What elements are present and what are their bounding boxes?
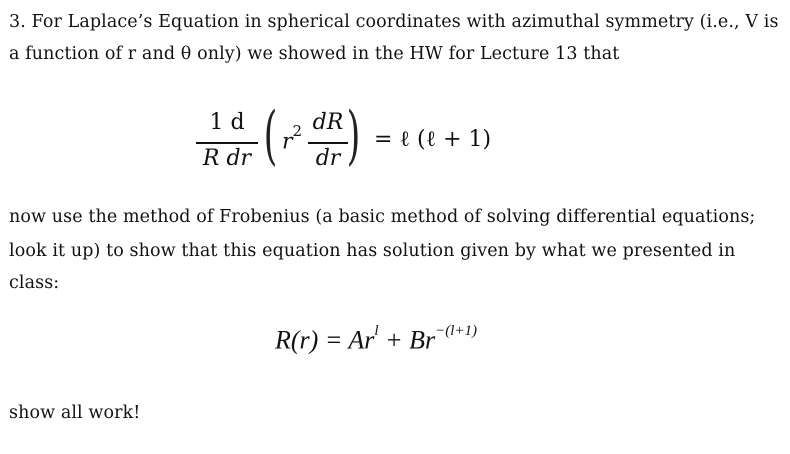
fraction-bar — [196, 142, 258, 144]
problem-text-line-5: class: — [9, 273, 60, 293]
solution-mid: + Br — [378, 325, 436, 355]
laplace-radial-equation — [196, 99, 526, 179]
problem-text-line-3: now use the method of Frobenius (a basic method of solving differential equations; — [9, 207, 756, 227]
problem-text-line-2: a function of r and θ only) we showed in the HW for Lecture 13 that — [9, 44, 620, 64]
fraction-denominator: dr — [315, 146, 341, 171]
fraction-numerator: 1 d — [209, 110, 245, 135]
problem-text-line-4: look it up) to show that this equation has solution given by what we presented in — [9, 241, 736, 261]
fraction-dr-dr — [308, 109, 348, 179]
solution-equation — [275, 320, 477, 356]
problem-text-line-1: 3. For Laplace’s Equation in spherical coordinates with azimuthal symmetry (i.e., V is — [9, 12, 779, 32]
right-parenthesis: ) — [346, 99, 361, 173]
solution-lhs: R(r) = Ar — [275, 325, 375, 355]
r-variable: r — [282, 129, 293, 155]
r-squared-term — [282, 122, 303, 155]
fraction-denominator: R dr — [202, 146, 252, 171]
fraction-numerator: dR — [312, 110, 344, 135]
fraction-one-over-r-d-dr — [196, 109, 258, 179]
solution-exponent-2: −(l+1) — [435, 323, 478, 339]
problem-text-line-6: show all work! — [9, 403, 141, 423]
equation-right-hand-side: = ℓ (ℓ + 1) — [374, 127, 492, 152]
fraction-bar — [308, 142, 348, 144]
left-parenthesis: ( — [263, 99, 278, 173]
r-exponent: 2 — [292, 122, 303, 140]
solution-exponent-1: l — [374, 323, 379, 339]
